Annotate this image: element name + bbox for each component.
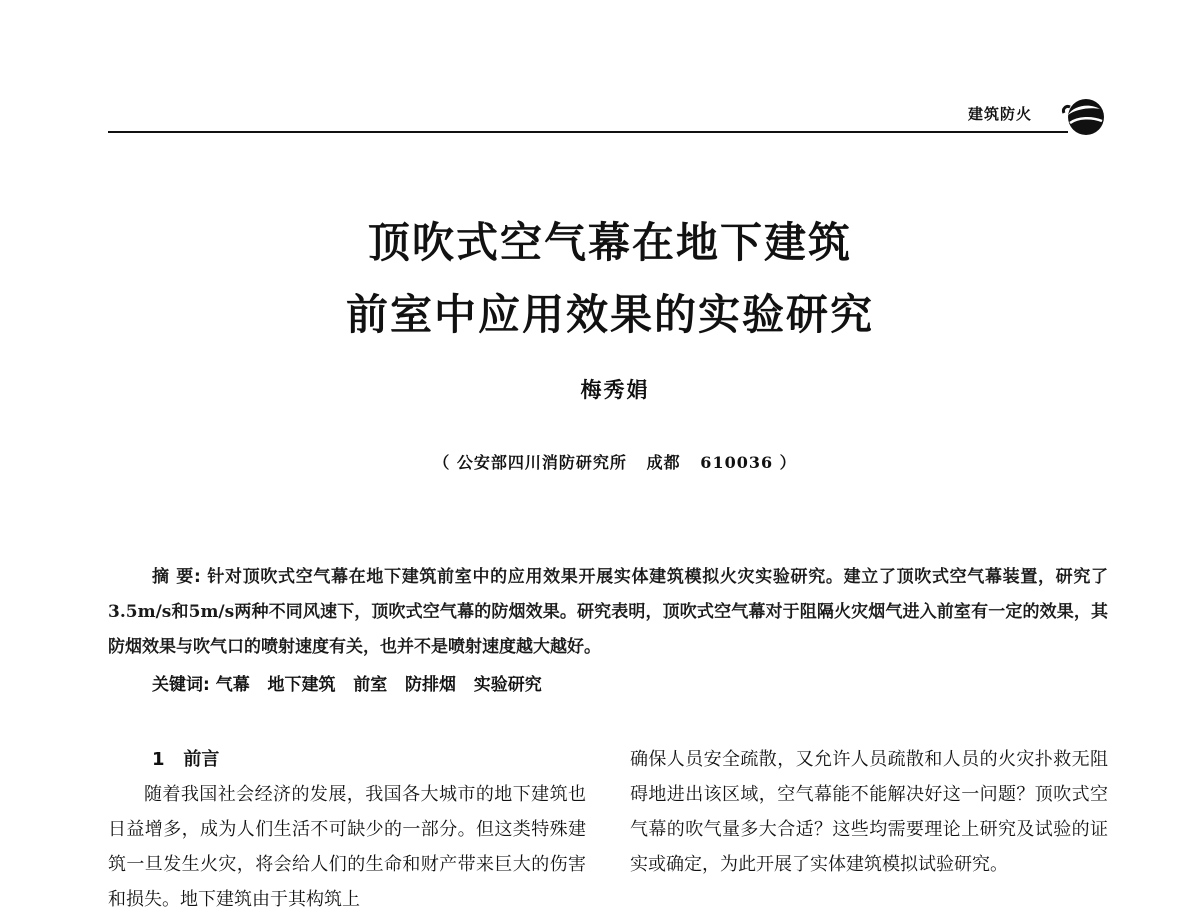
body-paragraph-left: 随着我国社会经济的发展，我国各大城市的地下建筑也日益增多，成为人们生活不可缺少的一部分。但这类特殊建筑一旦发生火灾，将会给人们的生命和财产带来巨大的伤害和损失。地下建筑由于其构筑上 <box>108 784 586 910</box>
abstract <box>108 560 1108 665</box>
keywords-label: 关键词: <box>152 675 210 695</box>
title-line-2: 前室中应用效果的实验研究 <box>345 290 874 339</box>
title-line-1: 顶吹式空气幕在地下建筑 <box>367 218 852 267</box>
body-paragraph-right: 确保人员安全疏散，又允许人员疏散和人员的火灾扑救无阻碍地进出该区域，空气幕能不能解决好这一问题？顶吹式空气幕的吹气量多大合适？这些均需要理论上研究及试验的证实或确定，为此开展了实体建筑模拟试验研究。 <box>630 749 1108 875</box>
header-rule <box>108 131 1068 133</box>
keywords <box>152 670 542 695</box>
section-heading-introduction: 1 前言 <box>152 749 220 770</box>
section-label: 建筑防火 <box>968 105 1033 123</box>
abstract-label: 摘 要: <box>152 567 201 587</box>
keywords-text: 气幕 地下建筑 前室 防排烟 实验研究 <box>215 675 542 695</box>
body-column-right <box>630 742 1108 882</box>
author-affiliation: （ 公安部四川消防研究所 成都 610036 ） <box>433 453 797 472</box>
author-name: 梅秀娟 <box>580 377 650 402</box>
body-column-left <box>108 742 586 917</box>
abstract-text: 针对顶吹式空气幕在地下建筑前室中的应用效果开展实体建筑模拟火灾实验研究。建立了顶吹式空气幕装置，研究了3.5m/s和5m/s两种不同风速下，顶吹式空气幕的防烟效果。研究表明，顶吹式空气幕对于阻隔火灾烟气进入前室有一定的效果，其防烟效果与吹气口的喷射速度有关，也并不是喷射速度越大越好。 <box>108 567 1109 657</box>
